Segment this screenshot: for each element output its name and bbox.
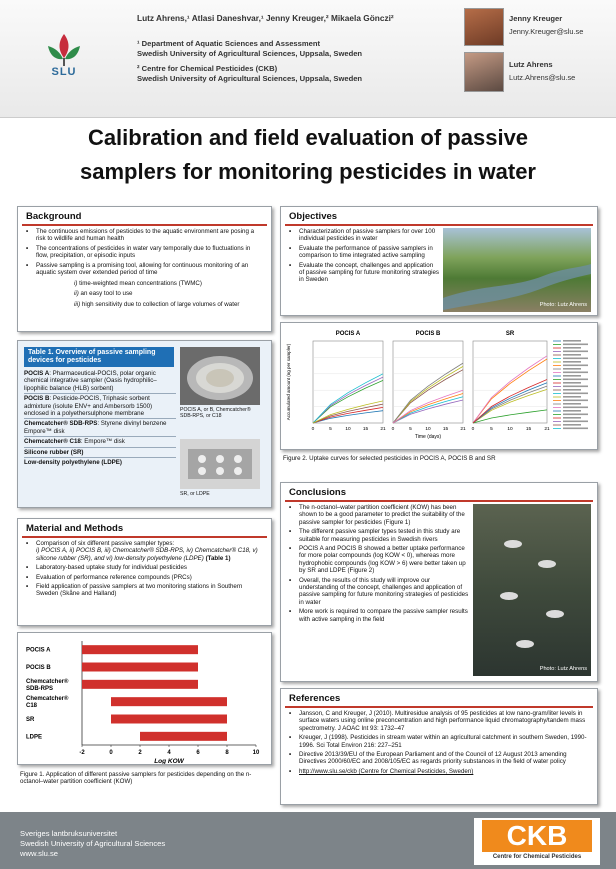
cell-bold: POCIS A <box>24 370 50 377</box>
x-tick-label: 0 <box>311 427 315 432</box>
legend-entry <box>563 393 588 395</box>
table-row <box>24 458 176 467</box>
pocis-caption: POCIS A, or B, Chemcatcher® SDB-RPS, or C18 <box>180 407 251 420</box>
cell-bold: Chemcatcher® SDB-RPS <box>24 420 98 428</box>
list-item: • Laboratory-based uptake study for individual pesticides <box>24 564 262 571</box>
contact-name-ahrens: Lutz Ahrens <box>509 60 553 69</box>
references-list <box>287 710 593 777</box>
panel-title: SR <box>505 331 515 337</box>
pocis-disc-icon <box>180 347 260 405</box>
sub-text: time-weighted mean concentrations (TWMC) <box>79 280 202 287</box>
legend-entry <box>563 428 588 430</box>
x-axis-label: Time (days) <box>414 434 442 440</box>
title-line-2: samplers for monitoring pesticides in water <box>80 159 536 184</box>
background-title: Background <box>26 211 82 222</box>
bar <box>111 697 227 706</box>
background-list <box>24 228 262 278</box>
x-tick-label: 0 <box>471 427 475 432</box>
list-item: • Field application of passive samplers at two monitoring stations in Southern Sweden (Skåne and Halland) <box>24 583 262 598</box>
cell-bold: Low-density polyethylene (LDPE) <box>24 459 122 467</box>
cell-bold: POCIS B <box>24 395 50 403</box>
cell-text: : Styrene divinyl benzene Empore™ disk <box>24 420 167 435</box>
objectives-panel <box>280 206 598 316</box>
bar <box>111 715 227 724</box>
methods-panel <box>17 518 272 626</box>
x-tick-label: 4 <box>167 750 171 756</box>
category-label: SR <box>26 717 35 723</box>
conclusions-photo-credit: Photo: Lutz Ahrens <box>539 666 587 673</box>
affiliation-2-line1: ² Centre for Chemical Pesticides (CKB) <box>137 64 278 73</box>
ckb-logo-text: CKB <box>482 820 592 852</box>
stream-photo <box>443 228 591 312</box>
references-title: References <box>289 693 341 704</box>
panel-title: POCIS A <box>335 331 361 337</box>
category-label: Chemcatcher® <box>26 696 69 703</box>
legend-entry <box>563 403 581 405</box>
table1-panel <box>17 340 272 508</box>
sub-number: iii) <box>74 300 81 308</box>
category-label: C18 <box>26 703 38 710</box>
legend-entry <box>563 382 581 384</box>
table1-header: Table 1. Overview of passive sampling devices for pesticides <box>24 347 174 367</box>
list-item: • The concentrations of pesticides in water vary temporally due to fluctuations in flow, precipitation, or episodic inputs <box>24 245 262 260</box>
x-tick-label: 6 <box>196 750 200 756</box>
divider <box>285 224 593 226</box>
category-label: Chemcatcher® <box>26 678 69 685</box>
list-item: • Jansson, C and Kreuger, J (2010). Multiresidue analysis of 95 pesticides at low nano-gram/liter levels in surface waters using online preconcentration and high performance liquid chromatography/tandem mass spectrometry. J AOAC Int 93: 1732–47 <box>287 710 593 732</box>
legend-entry <box>563 410 581 412</box>
list-item <box>24 540 262 562</box>
reference-link[interactable]: • http://www.slu.se/ckb (Centre for Chemical Pesticides, Sweden) <box>287 768 593 775</box>
divider <box>285 500 593 502</box>
list-item: • The n-octanol–water partition coefficient (KOW) has been shown to be a good parameter to predict the suitability of the passive sampler for pesticides (Figure 1) <box>287 504 469 526</box>
methods-title: Material and Methods <box>26 523 124 534</box>
affiliation-2-line2: Swedish University of Agricultural Sciences, Uppsala, Sweden <box>137 74 363 83</box>
stream-water-icon <box>443 228 591 312</box>
cell-text: : Empore™ disk <box>80 438 125 446</box>
list-item: • Evaluate the performance of passive samplers in comparison to time integrated active sampling <box>287 245 439 260</box>
objectives-title: Objectives <box>289 211 338 222</box>
affiliation-1-line1: ¹ Department of Aquatic Sciences and Assessment <box>137 39 321 48</box>
x-tick-label: 0 <box>391 427 395 432</box>
footer-line-1: Sveriges lantbruksuniversitet <box>20 829 118 838</box>
legend-entry <box>563 386 588 388</box>
legend-entry <box>563 344 588 346</box>
river-samplers-photo <box>473 504 591 676</box>
x-tick-label: 10 <box>252 750 260 756</box>
list-item: • Kreuger, J (1998). Pesticides in stream water within an agricultural catchment in southern Sweden, 1990-1996. Sci Total Environ 216: 227–251 <box>287 734 593 749</box>
legend-entry <box>563 407 588 409</box>
list-item: • Passive sampling is a promising tool, allowing for continuous monitoring of an aquatic system over extended period of time <box>24 262 262 277</box>
bar <box>82 680 198 689</box>
references-panel <box>280 688 598 805</box>
affiliation-1-line2: Swedish University of Agricultural Sciences, Uppsala, Sweden <box>137 49 363 58</box>
legend-entry <box>563 400 588 402</box>
category-label: POCIS B <box>26 665 51 671</box>
list-item: • More work is required to compare the passive sampler results with active sampling in the field <box>287 608 469 623</box>
category-label: SDB-RPS <box>26 685 54 692</box>
x-tick-label: 15 <box>362 427 369 432</box>
figure2-panel <box>280 322 598 450</box>
x-tick-label: 0 <box>109 750 113 756</box>
x-tick-label: 10 <box>345 427 351 432</box>
sub-text: high sensitivity due to collection of large volumes of water <box>81 300 240 308</box>
sub-number: i) <box>74 280 78 287</box>
list-item: • Evaluation of performance reference compounds (PRCs) <box>24 574 262 581</box>
slu-logo-text: SLU <box>51 66 77 78</box>
figure2-caption: Figure 2. Uptake curves for selected pesticides in POCIS A, POCIS B and SR <box>283 455 496 462</box>
sub-text: an easy tool to use <box>80 290 133 298</box>
methods-list <box>24 540 262 600</box>
cell-bold: Chemcatcher® C18 <box>24 438 81 446</box>
pocis-photo <box>180 347 260 405</box>
x-tick-label: 2 <box>138 750 142 756</box>
category-label: LDPE <box>26 734 43 741</box>
legend-entry <box>563 340 581 342</box>
list-item: • The different passive sampler types tested in this study are suitable for measuring pesticides in Swedish rivers <box>287 528 469 543</box>
legend-entry <box>563 414 588 416</box>
divider <box>22 224 267 226</box>
sampler-discs-icon <box>473 504 591 676</box>
list-item-detail: i) POCIS A, ii) POCIS B, iii) Chemcatcher® SDB-RPS, iv) Chemcatcher® C18, v) silicone rubber (SR), and vi) low-density polyethylene (LDPE) <box>36 547 258 562</box>
footer-url[interactable]: www.slu.se <box>20 849 58 858</box>
contact-photo-kreuger <box>464 8 504 46</box>
legend-entry <box>563 358 588 360</box>
x-tick-label: 5 <box>329 427 332 432</box>
x-axis-label: Log KOW <box>154 758 184 764</box>
y-axis-label: Accumulated amount (ng per sampler) <box>286 343 291 421</box>
list-item-ref: (Table 1) <box>205 554 231 562</box>
conclusions-title: Conclusions <box>289 487 347 498</box>
x-tick-label: 15 <box>442 427 449 432</box>
legend-entry <box>563 375 581 377</box>
legend-entry <box>563 379 588 381</box>
sr-photo <box>180 439 260 489</box>
sr-rack-icon <box>180 439 260 489</box>
cell-text: : Pesticide-POCIS, Triphasic sorbent admixture (isolute ENV+ and Ambersorb 1500) enclosed in a polyethersulphone membrane <box>24 395 153 418</box>
list-item: • Overall, the results of this study will improve our understanding of the concept, challenges and application of passive sampling for future monitoring strategies of pesticides in water <box>287 577 469 607</box>
divider <box>22 536 267 538</box>
divider <box>285 706 593 708</box>
slu-logo <box>40 30 88 82</box>
background-sublist <box>74 280 266 308</box>
figure1-chart <box>18 633 271 764</box>
footer-line-2: Swedish University of Agricultural Sciences <box>20 839 166 848</box>
legend-entry <box>563 396 581 398</box>
contact-name-kreuger: Jenny Kreuger <box>509 14 563 23</box>
legend-entry <box>563 389 581 391</box>
x-tick-label: 21 <box>380 427 386 432</box>
sub-number: ii) <box>74 290 79 298</box>
background-panel <box>17 206 272 332</box>
legend-entry <box>563 421 588 423</box>
figure2-chart <box>281 323 597 449</box>
panel-title: POCIS B <box>415 331 441 337</box>
x-tick-label: 10 <box>507 427 513 432</box>
ckb-logo-subtitle: Centre for Chemical Pesticides <box>492 854 582 860</box>
legend-entry <box>563 347 581 349</box>
list-item: • The continuous emissions of pesticides to the aquatic environment are posing a risk to wildlife and human health <box>24 228 262 243</box>
list-item: • POCIS A and POCIS B showed a better uptake performance for more polar compounds (log KOW < 0), whereas more hydrophobic compounds (log KOW > 6) were better taken up by SR and LDPE (Figure 2) <box>287 545 469 575</box>
conclusions-list <box>287 504 469 625</box>
title-line-1: Calibration and field evaluation of passive <box>87 125 529 150</box>
cell-text: : Pharmaceutical-POCIS, polar organic chemical integrative sampler (Oasis hydrophilic–lipophilic balance (HLB) sorbent) <box>24 370 157 392</box>
objectives-photo-credit: Photo: Lutz Ahrens <box>539 302 587 309</box>
table-row <box>24 448 176 458</box>
legend-entry <box>563 365 588 367</box>
legend-entry <box>563 424 581 426</box>
x-tick-label: 5 <box>409 427 412 432</box>
ckb-logo <box>474 818 600 865</box>
table-row <box>24 394 176 419</box>
sub-item <box>74 290 266 297</box>
table-row <box>24 437 176 447</box>
contact-email-kreuger[interactable]: Jenny.Kreuger@slu.se <box>509 27 584 36</box>
legend-entry <box>563 361 581 363</box>
x-tick-label: 15 <box>525 427 532 432</box>
figure1-panel <box>17 632 272 765</box>
category-label: POCIS A <box>26 647 51 654</box>
sub-item <box>74 280 266 287</box>
authors: Lutz Ahrens,¹ Atlasi Daneshvar,¹ Jenny Kreuger,² Mikaela Gönczi² <box>137 13 394 23</box>
cell-bold: Silicone rubber (SR) <box>24 448 84 456</box>
legend-entry <box>563 372 588 374</box>
legend-entry <box>563 417 581 419</box>
x-tick-label: 5 <box>490 427 493 432</box>
list-item: • Evaluate the concept, challenges and application of passive sampling for future monitoring strategies in Sweden <box>287 262 439 284</box>
x-tick-label: -2 <box>79 750 85 756</box>
legend-entry <box>563 368 581 370</box>
x-tick-label: 21 <box>460 427 466 432</box>
conclusions-panel <box>280 482 598 682</box>
bar <box>140 732 227 741</box>
list-item-text: Comparison of six different passive sampler types: <box>36 540 175 547</box>
table-row <box>24 369 176 394</box>
legend-entry <box>563 351 588 353</box>
x-tick-label: 8 <box>225 750 229 756</box>
sub-item <box>74 301 266 308</box>
list-item: • Characterization of passive samplers for over 100 individual pesticides in water <box>287 228 439 243</box>
legend-entry <box>563 354 581 356</box>
x-tick-label: 21 <box>544 427 550 432</box>
sr-caption: SR, or LDPE <box>180 491 210 497</box>
bar <box>82 663 198 672</box>
table-row <box>24 419 176 437</box>
bar <box>82 645 198 654</box>
table1-rows <box>24 369 176 467</box>
list-item: • Directive 2013/39/EU of the European Parliament and of the Council of 12 August 2013 amending Directives 2000/60/EC and 2008/105/EC as regards priority substances in the field of water policy <box>287 751 593 766</box>
x-tick-label: 10 <box>425 427 431 432</box>
contact-email-ahrens[interactable]: Lutz.Ahrens@slu.se <box>509 73 576 82</box>
contact-photo-ahrens <box>464 52 504 92</box>
figure1-caption: Figure 1. Application of different passive samplers for pesticides depending on the n-octanol–water partition coefficient (KOW) <box>20 771 252 786</box>
objectives-list <box>287 228 439 286</box>
